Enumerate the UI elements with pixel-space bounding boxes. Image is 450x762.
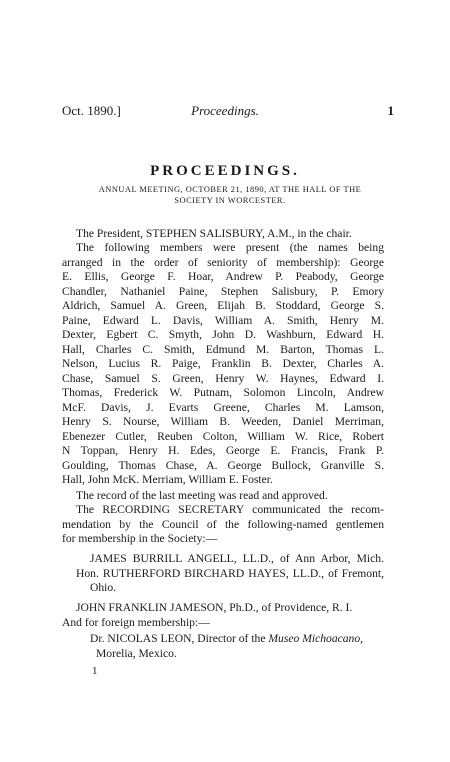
museum-name: Museo Michoacano, [268,632,364,645]
members-line: arranged in the order of seniority of membership): George [62,255,384,269]
subtitle-line-1: ANNUAL MEETING, OCTOBER 21, 1890, AT THE HALL OF THE [98,185,362,194]
running-head-title: Proceedings. [191,103,259,118]
members-line: Dexter, Egbert C. Smyth, John D. Washburn, Edward H. [62,328,384,341]
subtitle-line-2: SOCIETY IN WORCESTER. [174,196,286,205]
nominee-line: Hon. RUTHERFORD BIRCHARD HAYES, LL.D., of Fremont, [76,566,384,580]
members-line: Paine, Edward L. Davis, William A. Smith, Henry M. [62,313,384,327]
meeting-subtitle [70,184,390,206]
printer-signature: 1 [92,665,98,677]
page-number: 1 [387,103,394,118]
foreign-nominee-paragraph [76,632,384,661]
members-line: Hall, John McK. Merriam, William E. Foster. [62,473,273,486]
nominee-paragraph-2 [62,601,384,616]
secretary-line: for membership in the Society:— [62,532,218,545]
members-line: Henry S. Nourse, William B. Weeden, Daniel Merriman, [62,415,384,428]
foreign-line: And for foreign membership:— [62,616,210,629]
members-line: Ebenezer Cutler, Reuben Colton, William W. Rice, Robert [62,429,384,443]
nominee-line: JOHN FRANKLIN JAMESON, Ph.D., of Providence, R. I. [76,601,353,614]
members-line: N Toppan, Henry H. Edes, George E. Francis, Frank P. [62,444,384,457]
members-line: Aldrich, Samuel A. Green, Elijah B. Stoddard, George S. [62,299,384,312]
page-title: PROCEEDINGS. [150,163,300,179]
members-line: McF. Davis, J. Evarts Greene, Charles M. Lamson, [62,400,384,414]
nominee-paragraph-1 [76,552,384,596]
secretary-line: The RECORDING SECRETARY communicated the recom- [76,503,384,516]
nominee-line: Ohio. [90,581,117,594]
foreign-nominee-location: Morelia, Mexico. [96,646,177,660]
foreign-nominee-line [76,632,384,647]
running-head-date: Oct. 1890.] [62,103,121,118]
members-line: Hall, Charles C. Smith, Edmund M. Barton, Thomas L. [62,342,384,356]
members-paragraph [62,241,384,488]
members-line: Nelson, Lucius R. Paige, Franklin B. Dexter, Charles A. [62,357,384,370]
president-line: The President, STEPHEN SALISBURY, A.M., in the chair. [76,227,352,240]
nominee-line: JAMES BURRILL ANGELL, LL.D., of Ann Arbor, Mich. [90,552,384,565]
secretary-line: mendation by the Council of the following-named gentlemen [62,517,384,531]
secretary-paragraph [62,503,384,547]
members-line: Goulding, Thomas Chase, A. George Bullock, Granville S. [62,458,384,472]
members-line: Chandler, Nathaniel Paine, Stephen Salisbury, P. Emory [62,284,384,298]
members-line: The following members were present (the names being [76,241,384,254]
members-line: Chase, Samuel S. Green, Henry W. Haynes, Edward I. [62,371,384,385]
members-line: Thomas, Frederick W. Putnam, Solomon Lincoln, Andrew [62,386,384,399]
foreign-paragraph [62,616,384,631]
foreign-nominee-text: Dr. NICOLAS LEON, Director of the [90,632,269,645]
record-paragraph [62,489,384,504]
record-line: The record of the last meeting was read and approved. [76,489,328,502]
president-paragraph [62,227,384,242]
members-line: E. Ellis, George F. Hoar, Andrew P. Peabody, George [62,270,384,283]
